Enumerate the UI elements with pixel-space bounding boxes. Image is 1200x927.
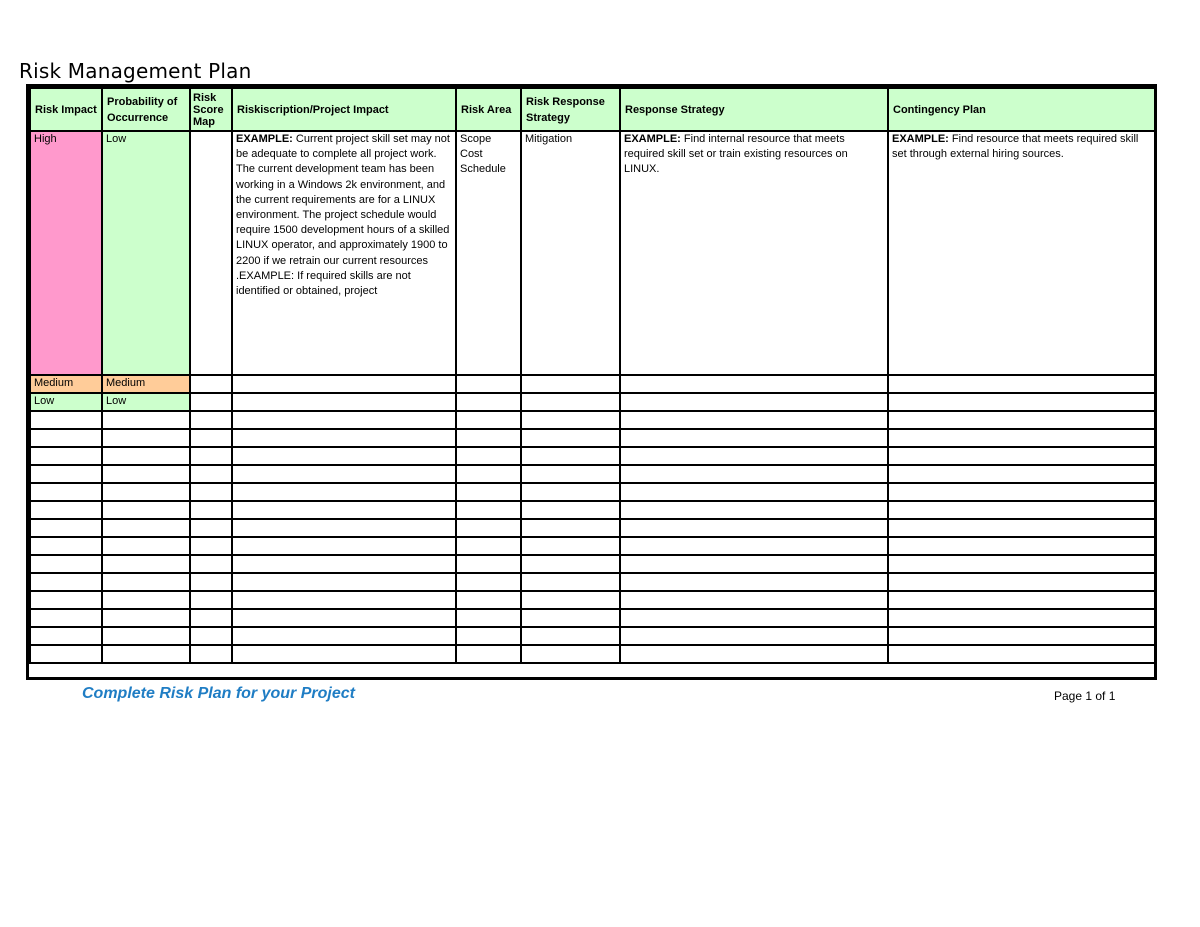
header-risk-area: Risk Area (456, 88, 521, 131)
cell-response-strategy[interactable] (620, 519, 888, 537)
description-example-label: EXAMPLE: (236, 133, 293, 145)
cell-description[interactable] (232, 555, 456, 573)
cell-risk-area[interactable] (456, 519, 521, 537)
cell-impact[interactable] (30, 429, 102, 447)
cell-risk-area[interactable] (456, 555, 521, 573)
cell-response-type[interactable] (521, 375, 620, 393)
page-title: Risk Management Plan (19, 59, 252, 83)
cell-risk-area[interactable] (456, 465, 521, 483)
cell-impact[interactable] (30, 447, 102, 465)
cell-contingency-plan[interactable] (888, 429, 1155, 447)
cell-contingency-plan[interactable] (888, 609, 1155, 627)
cell-description[interactable] (232, 573, 456, 591)
cell-score[interactable] (190, 537, 232, 555)
cell-response-strategy[interactable] (620, 501, 888, 519)
cell-score[interactable] (190, 573, 232, 591)
cell-response-strategy[interactable] (620, 573, 888, 591)
table-row (30, 573, 1155, 591)
cell-score[interactable] (190, 627, 232, 645)
cell-risk-area[interactable] (456, 375, 521, 393)
cell-response-strategy[interactable] (620, 393, 888, 411)
cell-response-strategy[interactable] (620, 537, 888, 555)
cell-risk-area[interactable] (456, 411, 521, 429)
table-row (30, 131, 1155, 375)
cell-probability[interactable] (102, 627, 190, 645)
cell-score[interactable] (190, 131, 232, 375)
cell-score[interactable] (190, 393, 232, 411)
table-row (30, 429, 1155, 447)
cell-contingency-plan[interactable] (888, 519, 1155, 537)
cell-probability[interactable] (102, 501, 190, 519)
cell-contingency-plan[interactable] (888, 645, 1155, 663)
cell-score[interactable] (190, 429, 232, 447)
cell-response-strategy[interactable] (620, 483, 888, 501)
cell-impact[interactable] (30, 537, 102, 555)
risk-table-sheet (26, 84, 1157, 680)
cell-response-type[interactable] (521, 519, 620, 537)
cell-description[interactable] (232, 447, 456, 465)
cell-score[interactable] (190, 591, 232, 609)
table-row (30, 555, 1155, 573)
cell-description[interactable] (232, 411, 456, 429)
cell-probability[interactable] (102, 537, 190, 555)
cell-impact[interactable]: High (30, 131, 102, 375)
cell-probability[interactable] (102, 645, 190, 663)
cell-impact[interactable] (30, 573, 102, 591)
cell-response-type[interactable] (521, 573, 620, 591)
cell-contingency-plan[interactable] (888, 131, 1155, 375)
cell-response-type[interactable] (521, 429, 620, 447)
cell-probability[interactable] (102, 483, 190, 501)
cell-risk-area[interactable] (456, 645, 521, 663)
cell-response-type[interactable] (521, 645, 620, 663)
cell-response-strategy[interactable] (620, 645, 888, 663)
cell-probability[interactable] (102, 429, 190, 447)
cell-response-strategy[interactable] (620, 429, 888, 447)
table-header-row (30, 88, 1155, 131)
cell-description[interactable] (232, 429, 456, 447)
table-row (30, 591, 1155, 609)
cell-description[interactable] (232, 609, 456, 627)
cell-response-type[interactable] (521, 465, 620, 483)
cell-response-strategy[interactable] (620, 465, 888, 483)
cell-probability[interactable]: Low (102, 393, 190, 411)
cell-risk-area[interactable] (456, 609, 521, 627)
cell-score[interactable] (190, 555, 232, 573)
cell-score[interactable] (190, 483, 232, 501)
cell-response-strategy[interactable] (620, 591, 888, 609)
cell-impact[interactable] (30, 411, 102, 429)
cell-response-strategy[interactable] (620, 627, 888, 645)
table-row (30, 627, 1155, 645)
description-text-2: .EXAMPLE: If required skills are not identified or obtained, project (236, 269, 411, 298)
cell-response-type[interactable]: Mitigation (521, 131, 620, 375)
table-row (30, 537, 1155, 555)
cell-impact[interactable] (30, 519, 102, 537)
cell-score[interactable] (190, 447, 232, 465)
cell-contingency-plan[interactable] (888, 591, 1155, 609)
table-row (30, 609, 1155, 627)
cell-description[interactable] (232, 537, 456, 555)
cell-response-type[interactable] (521, 447, 620, 465)
header-risk-impact: Risk Impact (30, 88, 102, 131)
cell-probability[interactable] (102, 465, 190, 483)
cell-response-strategy[interactable] (620, 375, 888, 393)
description-text: Current project skill set may not be adequate to complete all project work. The current development team has been working in a Windows 2k environment, and the current requirements are for a LINUX environment. The project schedule would require 1500 development hours of a skilled LINUX operator, and approximately 1900 to 2200 if we retrain our current resources (236, 133, 450, 267)
table-row (30, 519, 1155, 537)
cell-risk-area[interactable] (456, 537, 521, 555)
cell-risk-area[interactable] (456, 483, 521, 501)
cell-description[interactable] (232, 483, 456, 501)
cell-impact[interactable] (30, 609, 102, 627)
cell-response-type[interactable] (521, 609, 620, 627)
cell-description[interactable] (232, 131, 456, 375)
cell-response-type[interactable] (521, 555, 620, 573)
cell-impact[interactable] (30, 465, 102, 483)
cell-contingency-plan[interactable] (888, 573, 1155, 591)
table-row (30, 447, 1155, 465)
cell-response-strategy[interactable] (620, 411, 888, 429)
cell-impact[interactable]: Medium (30, 375, 102, 393)
cell-score[interactable] (190, 411, 232, 429)
risk-area-cost: Cost (460, 148, 483, 161)
cell-probability[interactable] (102, 591, 190, 609)
cell-risk-area[interactable] (456, 131, 521, 375)
header-response-strategy: Response Strategy (620, 88, 888, 131)
cell-description[interactable] (232, 645, 456, 663)
cell-description[interactable] (232, 627, 456, 645)
page-number: Page 1 of 1 (1054, 689, 1116, 703)
cell-probability[interactable] (102, 519, 190, 537)
cell-contingency-plan[interactable] (888, 393, 1155, 411)
cell-score[interactable] (190, 609, 232, 627)
cell-contingency-plan[interactable] (888, 627, 1155, 645)
cell-contingency-plan[interactable] (888, 375, 1155, 393)
cell-response-strategy[interactable] (620, 131, 888, 375)
cell-contingency-plan[interactable] (888, 501, 1155, 519)
cell-impact[interactable] (30, 627, 102, 645)
cell-risk-area[interactable] (456, 429, 521, 447)
cell-description[interactable] (232, 465, 456, 483)
table-row (30, 375, 1155, 393)
cell-probability[interactable]: Low (102, 131, 190, 375)
header-risk-score-map: Risk Score Map (190, 88, 232, 131)
cell-description[interactable] (232, 519, 456, 537)
cell-response-type[interactable] (521, 411, 620, 429)
header-contingency-plan: Contingency Plan (888, 88, 1155, 131)
cell-description[interactable] (232, 375, 456, 393)
cell-response-type[interactable] (521, 537, 620, 555)
cell-description[interactable] (232, 501, 456, 519)
contingency-example-label: EXAMPLE: (892, 133, 949, 145)
cell-score[interactable] (190, 645, 232, 663)
cell-contingency-plan[interactable] (888, 411, 1155, 429)
cell-contingency-plan[interactable] (888, 537, 1155, 555)
cell-impact[interactable]: Low (30, 393, 102, 411)
cell-score[interactable] (190, 375, 232, 393)
table-row (30, 393, 1155, 411)
cell-impact[interactable] (30, 483, 102, 501)
response-example-label: EXAMPLE: (624, 133, 681, 145)
header-description: Riskiscription/Project Impact (232, 88, 456, 131)
header-risk-response-strategy: Risk Response Strategy (521, 88, 620, 131)
cell-probability[interactable] (102, 573, 190, 591)
cell-impact[interactable] (30, 645, 102, 663)
cell-response-type[interactable] (521, 627, 620, 645)
cell-response-strategy[interactable] (620, 447, 888, 465)
cell-response-type[interactable] (521, 501, 620, 519)
cell-probability[interactable] (102, 555, 190, 573)
header-probability: Probability of Occurrence (102, 88, 190, 131)
cell-risk-area[interactable] (456, 501, 521, 519)
cell-risk-area[interactable] (456, 573, 521, 591)
cell-response-type[interactable] (521, 393, 620, 411)
cell-risk-area[interactable] (456, 627, 521, 645)
cell-probability[interactable]: Medium (102, 375, 190, 393)
cell-probability[interactable] (102, 447, 190, 465)
cell-response-strategy[interactable] (620, 555, 888, 573)
response-text: Find internal resource that meets required skill set or train existing resources on LINUX. (624, 133, 848, 176)
cell-risk-area[interactable] (456, 393, 521, 411)
footer-tagline: Complete Risk Plan for your Project (82, 685, 355, 702)
cell-probability[interactable] (102, 411, 190, 429)
cell-score[interactable] (190, 465, 232, 483)
cell-impact[interactable] (30, 591, 102, 609)
table-row (30, 483, 1155, 501)
cell-description[interactable] (232, 393, 456, 411)
contingency-text: Find resource that meets required skill set through external hiring sources. (892, 133, 1139, 161)
cell-response-type[interactable] (521, 483, 620, 501)
cell-contingency-plan[interactable] (888, 447, 1155, 465)
table-row (30, 645, 1155, 663)
cell-score[interactable] (190, 501, 232, 519)
table-row (30, 465, 1155, 483)
cell-score[interactable] (190, 519, 232, 537)
cell-impact[interactable] (30, 555, 102, 573)
cell-response-type[interactable] (521, 591, 620, 609)
cell-risk-area[interactable] (456, 591, 521, 609)
cell-response-strategy[interactable] (620, 609, 888, 627)
cell-risk-area[interactable] (456, 447, 521, 465)
table-row (30, 411, 1155, 429)
cell-description[interactable] (232, 591, 456, 609)
cell-impact[interactable] (30, 501, 102, 519)
cell-contingency-plan[interactable] (888, 555, 1155, 573)
risk-table (29, 87, 1156, 664)
cell-probability[interactable] (102, 609, 190, 627)
risk-area-schedule: Schedule (460, 163, 506, 176)
cell-contingency-plan[interactable] (888, 465, 1155, 483)
risk-area-scope: Scope (460, 133, 492, 145)
table-row (30, 501, 1155, 519)
cell-contingency-plan[interactable] (888, 483, 1155, 501)
